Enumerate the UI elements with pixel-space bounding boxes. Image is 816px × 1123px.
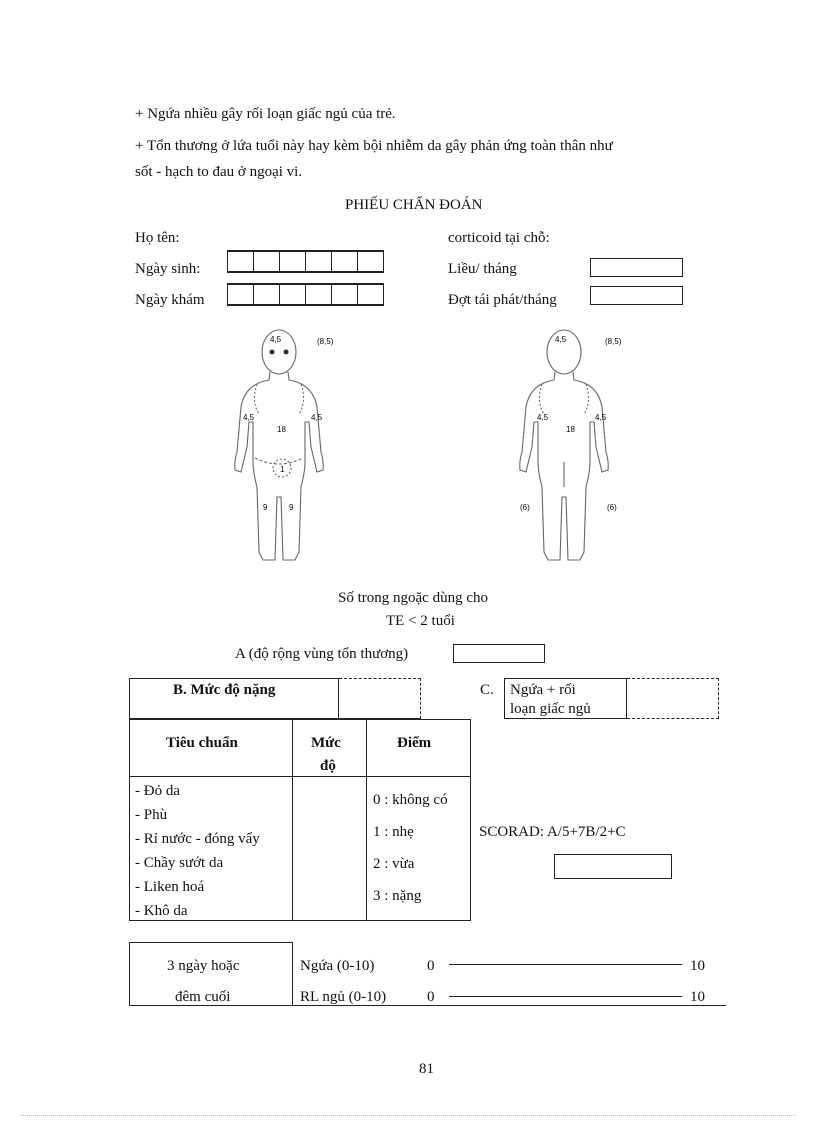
criterion-item: - Đỏ da: [135, 783, 180, 799]
col-score-header: Điểm: [397, 735, 432, 751]
back-arm-left-value: 4,5: [537, 413, 549, 422]
corticoid-label: corticoid tại chỗ:: [448, 230, 550, 246]
scorad-input-box[interactable]: [554, 854, 672, 879]
back-head-infant-value: (8,5): [605, 337, 622, 346]
criterion-item: - Liken hoá: [135, 879, 205, 895]
front-leg-right-value: 9: [289, 503, 294, 512]
front-head-infant-value: (8,5): [317, 337, 334, 346]
page-number: 81: [419, 1061, 434, 1077]
front-body-figure: [215, 322, 355, 572]
intro-line-1: + Ngứa nhiều gây rối loạn giấc ngủ của trẻ.: [135, 106, 396, 122]
itch-scale-max: 10: [690, 958, 705, 974]
section-c-input-box[interactable]: [627, 678, 719, 719]
sleep-scale-min: 0: [427, 989, 435, 1005]
front-leg-left-value: 9: [263, 503, 268, 512]
section-a-label: A (độ rộng vùng tổn thương): [235, 646, 409, 662]
back-leg-left-value: (6): [520, 503, 530, 512]
itch-scale-line[interactable]: [449, 964, 682, 965]
front-genital-value: 1: [280, 465, 285, 474]
form-title: PHIẾU CHẨN ĐOÁN: [345, 197, 483, 213]
sleep-scale-line[interactable]: [449, 996, 682, 997]
back-head-value: 4,5: [555, 335, 567, 344]
back-arm-right-value: 4,5: [595, 413, 607, 422]
section-b-title: B. Mức độ nặng: [173, 682, 276, 698]
col-criteria-header: Tiêu chuẩn: [166, 735, 238, 751]
exam-date-cells[interactable]: [227, 283, 384, 306]
sleep-scale-label: RL ngủ (0-10): [300, 989, 387, 1005]
back-body-figure: [500, 322, 640, 572]
section-a-input-box[interactable]: [453, 644, 545, 663]
front-trunk-value: 18: [277, 425, 286, 434]
front-arm-left-value: 4,5: [243, 413, 255, 422]
scale-period-line-1: 3 ngày hoặc: [167, 958, 240, 974]
section-c-label-1: Ngứa + rối: [510, 682, 576, 698]
col-level-header-1: Mức: [311, 735, 341, 751]
section-b-input-box[interactable]: [339, 678, 421, 719]
figure-caption-line-1: Số trong ngoặc dùng cho: [338, 590, 488, 606]
criterion-item: - Chầy sướt da: [135, 855, 224, 871]
page-bottom-border: [20, 1115, 796, 1116]
score-item: 1 : nhẹ: [373, 824, 414, 840]
score-item: 0 : không có: [373, 792, 448, 808]
criterion-item: - Phù: [135, 807, 168, 823]
intro-line-3: sốt - hạch to đau ở ngoại vi.: [135, 164, 303, 180]
itch-scale-label: Ngứa (0-10): [300, 958, 375, 974]
figure-caption-line-2: TE < 2 tuổi: [386, 613, 455, 629]
sleep-scale-max: 10: [690, 989, 705, 1005]
intro-line-2: + Tổn thương ở lứa tuổi này hay kèm bội nhiễm da gây phản ứng toàn thân như: [135, 138, 613, 154]
back-trunk-value: 18: [566, 425, 575, 434]
criterion-item: - Khô da: [135, 903, 188, 919]
back-leg-right-value: (6): [607, 503, 617, 512]
score-item: 2 : vừa: [373, 856, 415, 872]
criterion-item: - Rỉ nước - đóng vẩy: [135, 831, 260, 847]
section-c-prefix: C.: [480, 682, 494, 698]
col-level-header-2: độ: [320, 758, 336, 774]
front-head-value: 4,5: [270, 335, 282, 344]
scorad-formula: SCORAD: A/5+7B/2+C: [479, 824, 626, 840]
relapse-label: Đợt tái phát/tháng: [448, 292, 557, 308]
dose-input-box[interactable]: [590, 258, 683, 277]
name-label: Họ tên:: [135, 230, 180, 246]
dose-label: Liều/ tháng: [448, 261, 517, 277]
front-arm-right-value: 4,5: [311, 413, 323, 422]
relapse-input-box[interactable]: [590, 286, 683, 305]
itch-scale-min: 0: [427, 958, 435, 974]
score-item: 3 : nặng: [373, 888, 422, 904]
dob-label: Ngày sinh:: [135, 261, 201, 277]
exam-label: Ngày khám: [135, 292, 205, 308]
dob-cells[interactable]: [227, 250, 384, 273]
section-c-label-2: loạn giấc ngủ: [510, 701, 591, 717]
scale-period-line-2: đêm cuối: [175, 989, 231, 1005]
